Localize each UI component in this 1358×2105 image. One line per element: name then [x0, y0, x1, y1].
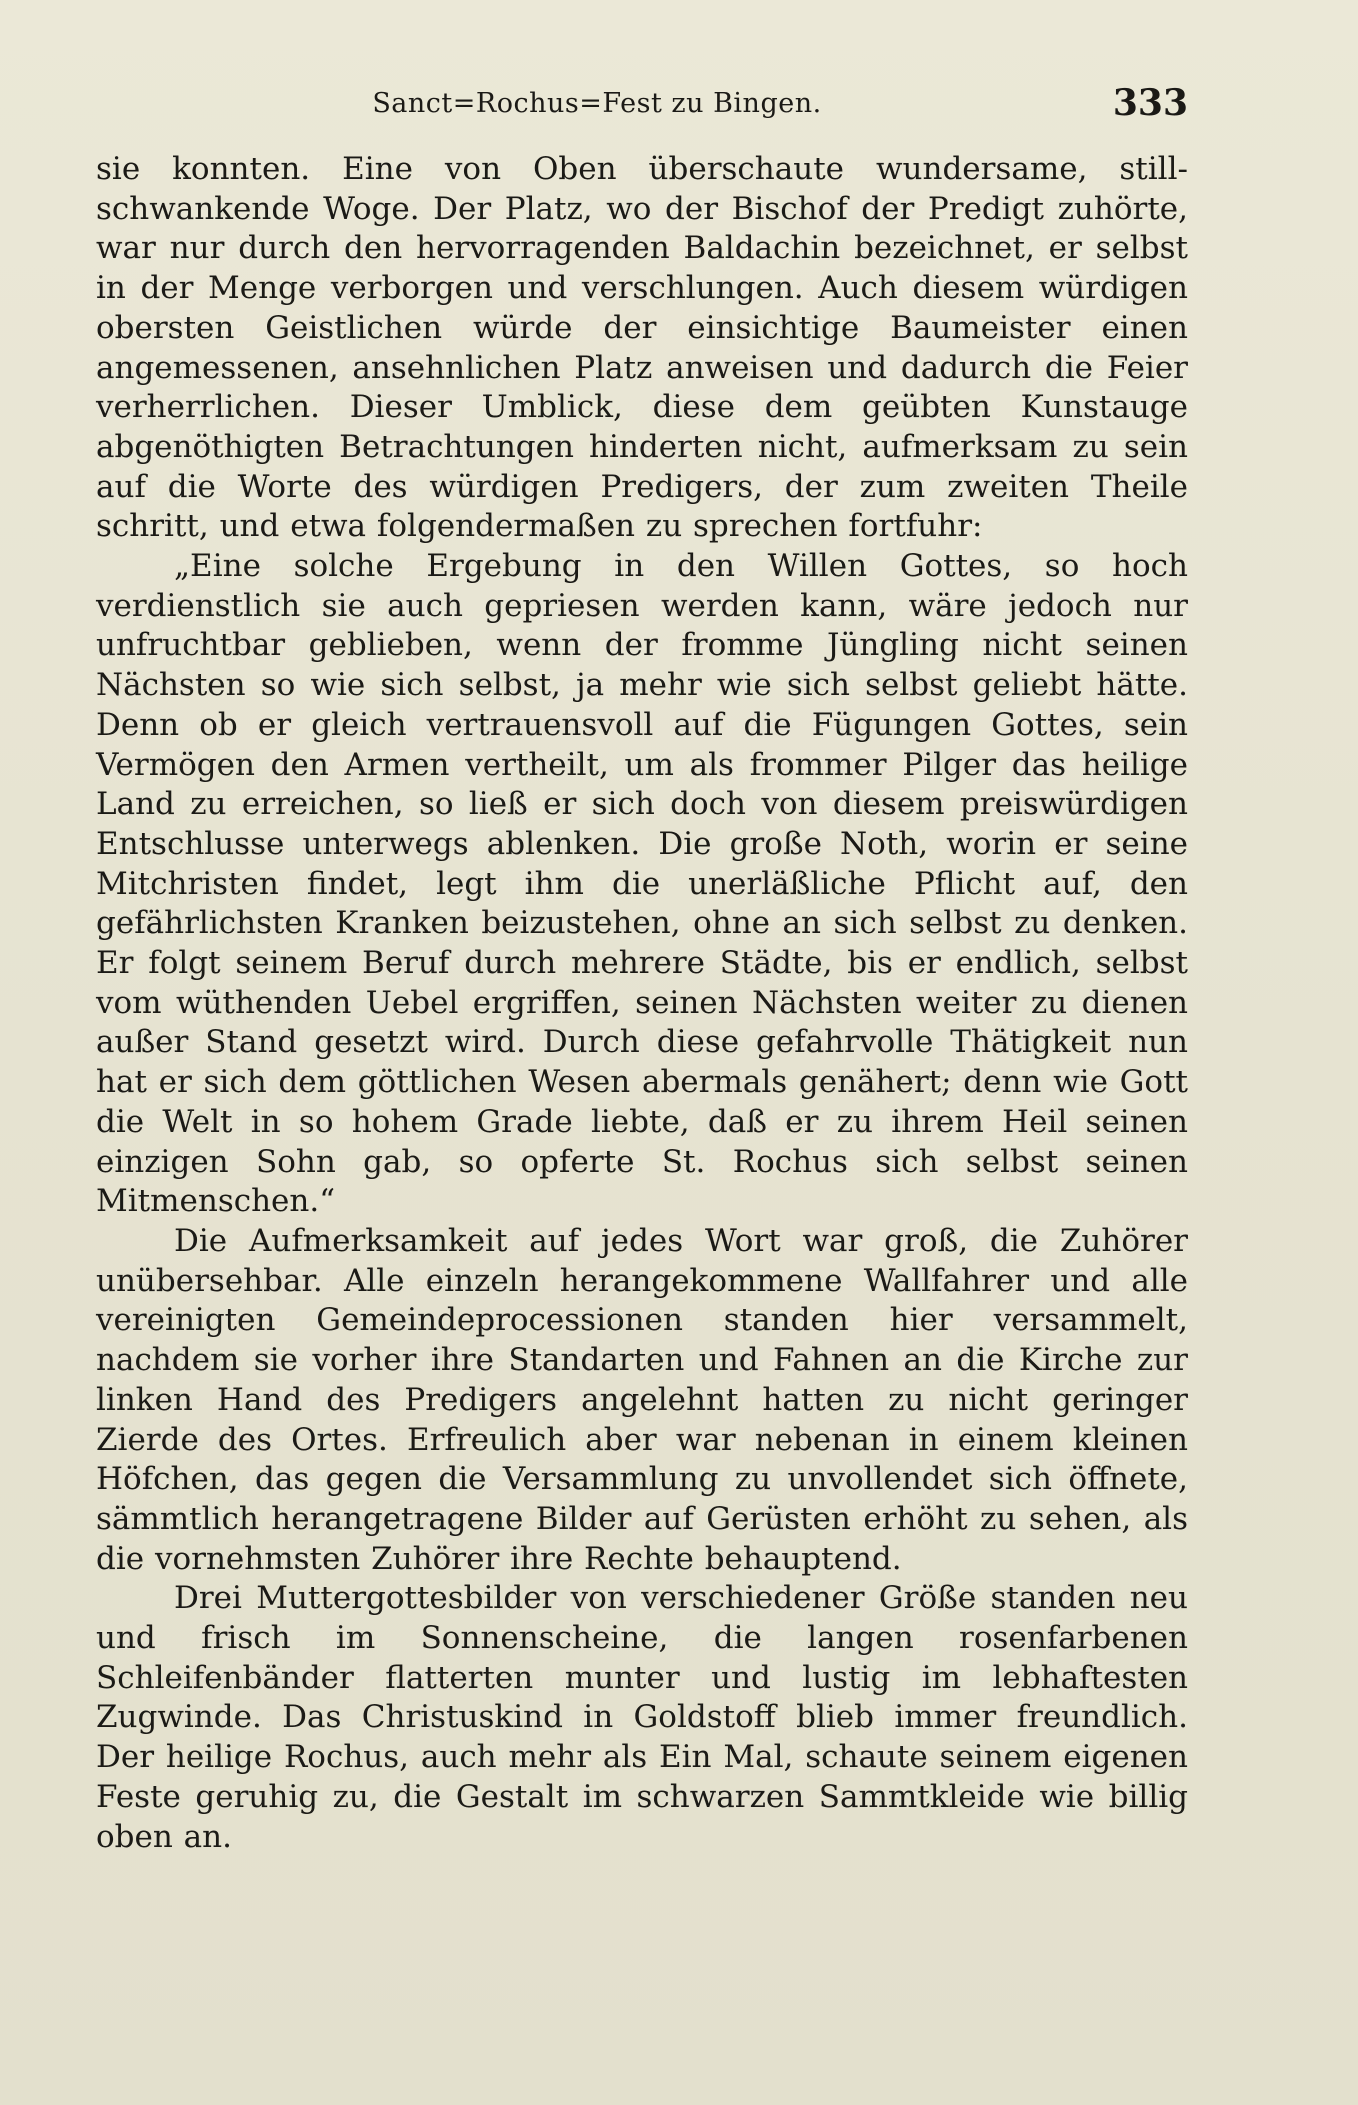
- running-title: Sanct=Rochus=Fest zu Bingen.: [372, 88, 822, 119]
- page-number: 333: [1112, 82, 1188, 124]
- paragraph-3: Die Aufmerksamkeit auf jedes Wort war groß, die Zuhörer unübersehbar. Alle einzeln herangekommene Wallfahrer und alle vereinigten Gemeindeprocessionen standen hier versammelt, nachdem sie vorher ihre Standarten und Fahnen an die Kirche zur linken Hand des Predigers angelehnt hatten zu nicht geringer Zierde des Ortes. Erfreulich aber war nebenan in einem kleinen Höfchen, das gegen die Versammlung zu unvollendet sich öffnete, sämmtlich herangetragene Bilder auf Gerüsten erhöht zu sehen, als die vornehmsten Zuhörer ihre Rechte behauptend.: [96, 1222, 1188, 1577]
- paragraph-4: Drei Muttergottesbilder von verschiedener Größe standen neu und frisch im Sonnenscheine, die langen rosenfarbenen Schleifenbänder flatterten munter und lustig im lebhaftesten Zugwinde. Das Christuskind in Goldstoff blieb immer freundlich. Der heilige Rochus, auch mehr als Ein Mal, schaute seinem eigenen Feste geruhig zu, die Gestalt im schwarzen Sammtkleide wie billig oben an.: [96, 1580, 1188, 1855]
- paragraph-1: sie konnten. Eine von Oben überschaute wundersame, still-schwankende Woge. Der Platz, wo der Bischof der Predigt zuhörte, war nur durch den hervorragenden Baldachin bezeichnet, er selbst in der Menge verborgen und verschlungen. Auch diesem würdigen obersten Geistlichen würde der einsichtige Baumeister einen angemessenen, ansehnlichen Platz anweisen und dadurch die Feier verherrlichen. Dieser Umblick, diese dem geübten Kunstauge abgenöthigten Betrachtungen hinderten nicht, aufmerksam zu sein auf die Worte des würdigen Predigers, der zum zweiten Theile schritt, und etwa folgendermaßen zu sprechen fortfuhr:: [96, 151, 1188, 545]
- page-header: [96, 78, 1188, 134]
- body-text: [96, 150, 1188, 1857]
- paragraph-2-quote: „Eine solche Ergebung in den Willen Gottes, so hoch verdienstlich sie auch gepriesen werden kann, wäre jedoch nur unfruchtbar geblieben, wenn der fromme Jüngling nicht seinen Nächsten so wie sich selbst, ja mehr wie sich selbst geliebt hätte. Denn ob er gleich vertrauensvoll auf die Fügungen Gottes, sein Vermögen den Armen vertheilt, um als frommer Pilger das heilige Land zu erreichen, so ließ er sich doch von diesem preiswürdigen Entschlusse unterwegs ablenken. Die große Noth, worin er seine Mitchristen findet, legt ihm die unerläßliche Pflicht auf, den gefährlichsten Kranken beizustehen, ohne an sich selbst zu denken. Er folgt seinem Beruf durch mehrere Städte, bis er endlich, selbst vom wüthenden Uebel ergriffen, seinen Nächsten weiter zu dienen außer Stand gesetzt wird. Durch diese gefahrvolle Thätigkeit nun hat er sich dem göttlichen Wesen abermals genähert; denn wie Gott die Welt in so hohem Grade liebte, daß er zu ihrem Heil seinen einzigen Sohn gab, so opferte St. Rochus sich selbst seinen Mitmenschen.“: [96, 548, 1188, 1220]
